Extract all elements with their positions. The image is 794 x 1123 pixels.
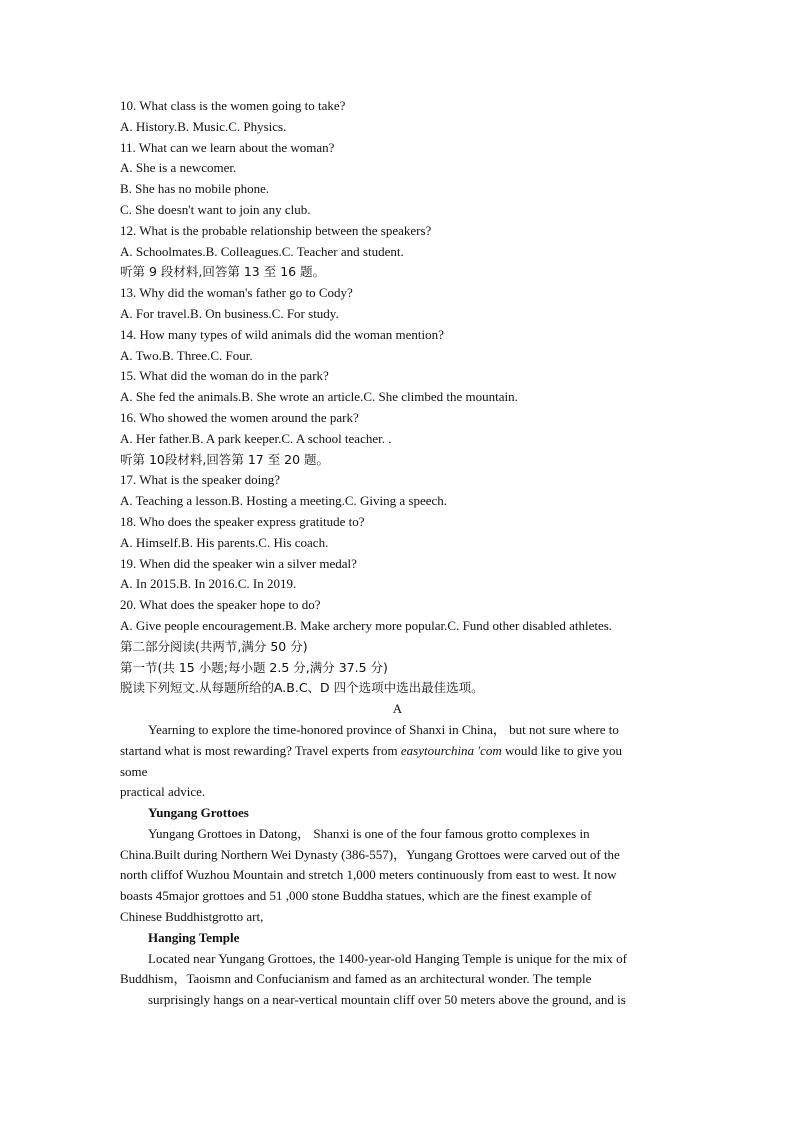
question-10: 10. What class is the women going to take? [120, 98, 346, 113]
passage-intro-line-2 [120, 741, 675, 762]
question-20-options: A. Give people encouragement.B. Make archery more popular.C. Fund other disabled athletes. [120, 617, 613, 633]
heading-hanging-temple: Hanging Temple [148, 929, 240, 945]
intro-text-end: would like to give you [501, 742, 622, 758]
passage-intro-line-1: Yearning to explore the time-honored province of Shanxi in China， but not sure where to [148, 721, 619, 737]
question-17-options: A. Teaching a lesson.B. Hosting a meeting.C. Giving a speech. [120, 493, 448, 509]
question-14: 14. How many types of wild animals did the woman mention? [120, 326, 444, 342]
passage-intro-line-3: some [120, 763, 148, 779]
yungang-line-2: China.Built during Northern Wei Dynasty (386-557)，Yungang Grottoes were carved out of the [120, 846, 620, 862]
page-content [120, 96, 675, 1011]
question-11-option-a: A. She is a newcomer. [120, 160, 237, 176]
question-17: 17. What is the speaker doing? [120, 472, 281, 488]
part-two-heading: 第二部分阅读(共两节,满分 50 分) [120, 638, 308, 654]
yungang-line-3: north cliffof Wuzhou Mountain and stretch 1,000 meters continuously from east to west. It now [120, 867, 617, 883]
question-19-options: A. In 2015.B. In 2016.C. In 2019. [120, 576, 297, 592]
passage-letter: A [392, 701, 403, 717]
question-20: 20. What does the speaker hope to do? [120, 597, 321, 613]
heading-yungang-grottoes: Yungang Grottoes [148, 805, 249, 821]
question-16: 16. Who showed the women around the park? [120, 409, 359, 425]
hanging-temple-line-2: Buddhism，Taoismn and Confucianism and famed as an architectural wonder. The temple [120, 971, 592, 987]
question-13: 13. Why did the woman's father go to Cody? [120, 285, 353, 301]
travel-site-name: easytourchina 'com [400, 742, 502, 758]
question-16-options: A. Her father.B. A park keeper.C. A school teacher. . [120, 430, 392, 446]
question-15-options: A. She fed the animals.B. She wrote an article.C. She climbed the mountain. [120, 389, 518, 405]
yungang-line-5: Chinese Buddhistgrotto art, [120, 909, 264, 925]
question-12: 12. What is the probable relationship between the speakers? [120, 222, 432, 238]
yungang-line-4: boasts 45major grottoes and 51 ,000 stone Buddha statues, which are the finest example of [120, 888, 592, 904]
question-12-options: A. Schoolmates.B. Colleagues.C. Teacher and student. [120, 243, 404, 259]
reading-instruction: 脱读下列短文.从每题所给的A.B.C、D 四个选项中选出最佳选项。 [120, 680, 484, 696]
instruction-part-10: 听第 10段材料,回答第 17 至 20 题。 [120, 451, 330, 467]
question-18: 18. Who does the speaker express gratitude to? [120, 513, 365, 529]
passage-intro-line-4: practical advice. [120, 784, 206, 800]
question-11-option-c: C. She doesn't want to join any club. [120, 201, 311, 217]
question-15: 15. What did the woman do in the park? [120, 368, 329, 384]
section-one-heading: 第一节(共 15 小题;每小题 2.5 分,满分 37.5 分) [120, 659, 388, 675]
question-11-option-b: B. She has no mobile phone. [120, 181, 270, 197]
instruction-part-9: 听第 9 段材料,回答第 13 至 16 题。 [120, 264, 326, 280]
yungang-line-1: Yungang Grottoes in Datong， Shanxi is one of the four famous grotto complexes in [148, 825, 590, 841]
question-11: 11. What can we learn about the woman? [120, 139, 335, 155]
question-18-options: A. Himself.B. His parents.C. His coach. [120, 534, 329, 550]
question-19: 19. When did the speaker win a silver medal? [120, 555, 357, 571]
question-10-options: A. History.B. Music.C. Physics. [120, 118, 287, 134]
intro-text-start: startand what is most rewarding? Travel experts from [120, 742, 401, 758]
question-14-options: A. Two.B. Three.C. Four. [120, 347, 253, 363]
question-13-options: A. For travel.B. On business.C. For study. [120, 305, 339, 321]
hanging-temple-line-3: surprisingly hangs on a near-vertical mountain cliff over 50 meters above the ground, and is [148, 992, 626, 1008]
hanging-temple-line-1: Located near Yungang Grottoes, the 1400-year-old Hanging Temple is unique for the mix of [148, 950, 627, 966]
